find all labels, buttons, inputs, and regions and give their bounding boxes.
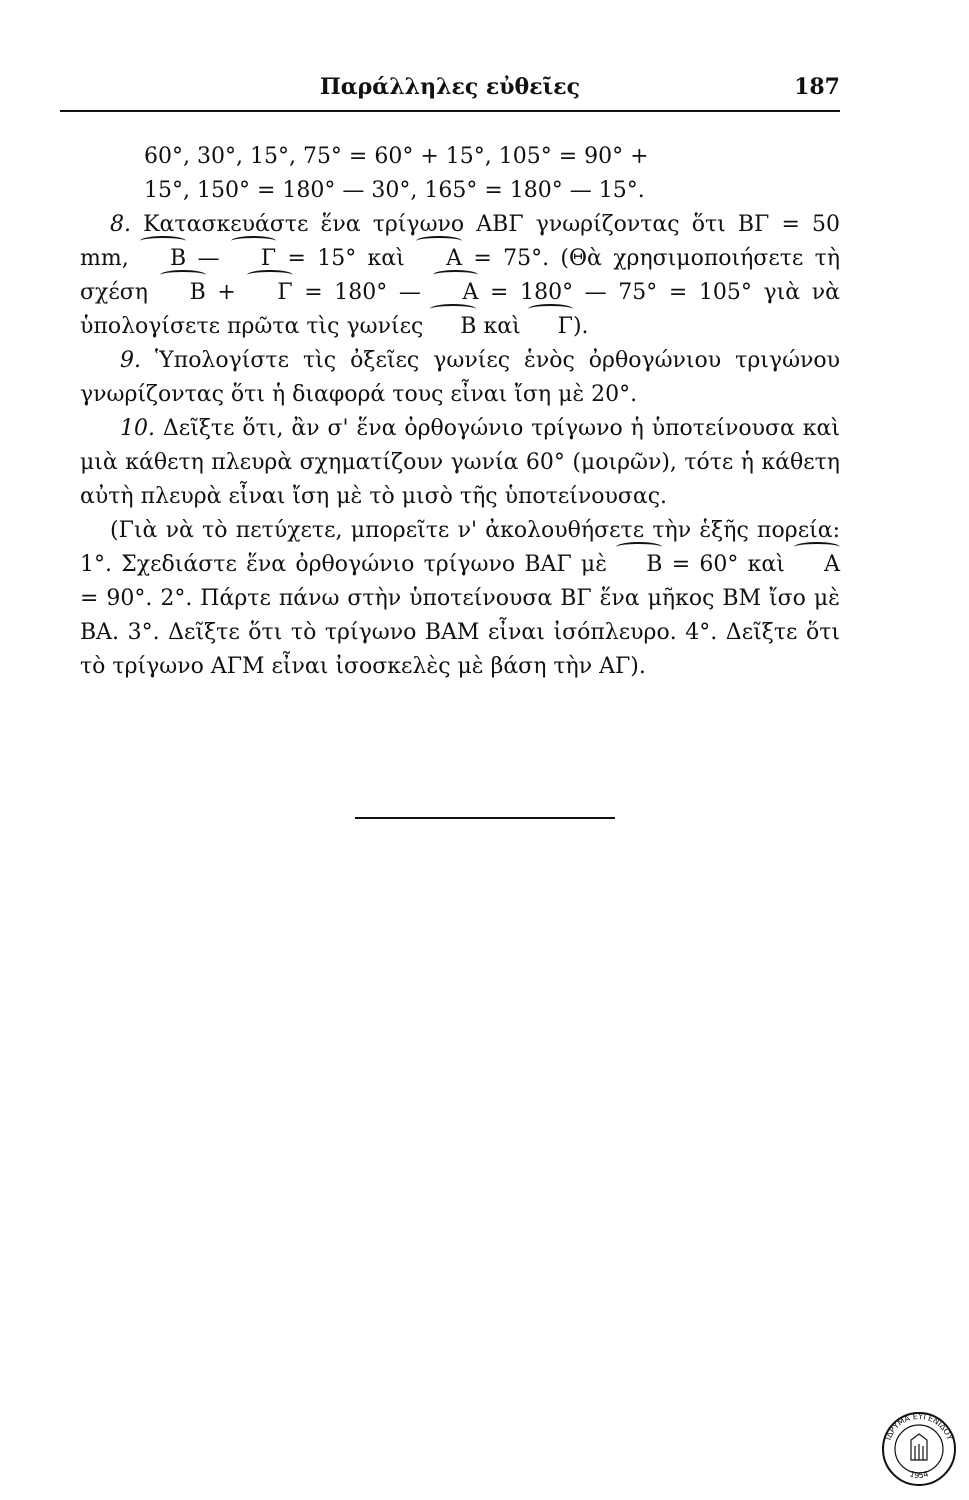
angle-a: Α [416,242,462,276]
exercise-8 [80,208,840,344]
foundation-seal-icon [880,1410,958,1488]
exercise-8-text-e: = 180° — 75° = 105° γιὰ νὰ ὑπολογίσετε πρῶτα τὶς γωνίες [80,280,841,339]
end-rule [355,817,615,819]
exercise-10-number: 10. [120,416,155,441]
running-title: Παράλληλες εὐθεῖες [319,74,581,100]
page-header [60,70,840,112]
exercise-10 [80,412,840,514]
angle-list-line-2: 15°, 150° = 180° — 30°, 165° = 180° — 15°. [144,178,645,203]
exercise-8-text-b: = 15° καὶ [276,246,417,271]
hint-text-b: = 60° καὶ [662,552,795,577]
page-number: 187 [794,74,840,100]
angle-b-2: Β [160,276,206,310]
exercise-10-text: Δεῖξτε ὅτι, ἂν σ' ἕνα ὀρθογώνιο τρίγωνο ἡ ὑποτείνουσα καὶ μιὰ κάθετη πλευρὰ σχηματίζουν γωνία 60° (μοιρῶν), τότε ἡ κάθετη αὐτὴ πλευρὰ εἶναι ἴση μὲ τὸ μισὸ τῆς ὑποτείνουσας. [80,416,840,509]
svg-text:1954 [908,1469,929,1480]
seal-year: 1954 [908,1469,930,1481]
angle-b-3: Β [430,310,476,344]
angle-g-2: Γ [247,276,292,310]
hint-angle-a: Α [794,548,840,582]
angle-g: Γ [231,242,276,276]
angle-a-2: Α [433,276,479,310]
exercise-8-number: 8. [110,212,131,237]
exercise-8-plus: + [205,280,248,305]
hint-text-c: = 90°. 2°. Πάρτε πάνω στὴν ὑποτείνουσα ΒΓ ἕνα μῆκος ΒΜ ἴσο μὲ ΒΑ. 3°. Δεῖξτε ὅτι τὸ τρίγωνο ΒΑΜ εἶναι ἰσόπλευρο. 4°. Δεῖξτε ὅτι τὸ τρίγωνο ΑΓΜ εἶναι ἰσοσκελὲς μὲ βάση τὴν ΑΓ). [80,586,840,679]
exercise-9-number: 9. [120,348,141,373]
exercise-8-and: καὶ [476,314,528,339]
exercise-8-text-d: = 180° — [292,280,433,305]
angle-list-line-1: 60°, 30°, 15°, 75° = 60° + 15°, 105° = 90° + [144,144,649,169]
exercise-9-text: Ὑπολογίστε τὶς ὀξεῖες γωνίες ἑνὸς ὀρθογώνιου τριγώνου γνωρίζοντας ὅτι ἡ διαφορά τους εἶναι ἴση μὲ 20°. [80,348,840,407]
hint-text-a: (Γιὰ νὰ τὸ πετύχετε, μπορεῖτε ν' ἀκολουθήσετε τὴν ἑξῆς πορεία: 1°. Σχεδιάστε ἕνα ὀρθογώνιο τρίγωνο ΒΑΓ μὲ [80,518,840,577]
body-text [80,140,840,684]
hint-angle-b: Β [616,548,662,582]
exercise-10-hint [80,514,840,684]
exercise-9 [80,344,840,412]
angle-b: Β [140,242,186,276]
seal-text: ΙΔΡΥΜΑ ΕΥΓΕΝΙΔΟΥ [883,1411,955,1442]
svg-text:ΙΔΡΥΜΑ ΕΥΓΕΝΙΔΟΥ [884,1412,955,1441]
angle-g-3: Γ [528,310,573,344]
exercise-8-text-a: Κατασκευάστε ἕνα τρίγωνο ΑΒΓ γνωρίζοντας ὅτι ΒΓ = 50 mm, [80,212,840,271]
exercise-8-dash: — [186,246,231,271]
exercise-8-text-f: ). [572,314,589,339]
exercise-8-text-c: = 75°. (Θὰ χρησιμοποιήσετε τὴ σχέση [80,246,840,305]
